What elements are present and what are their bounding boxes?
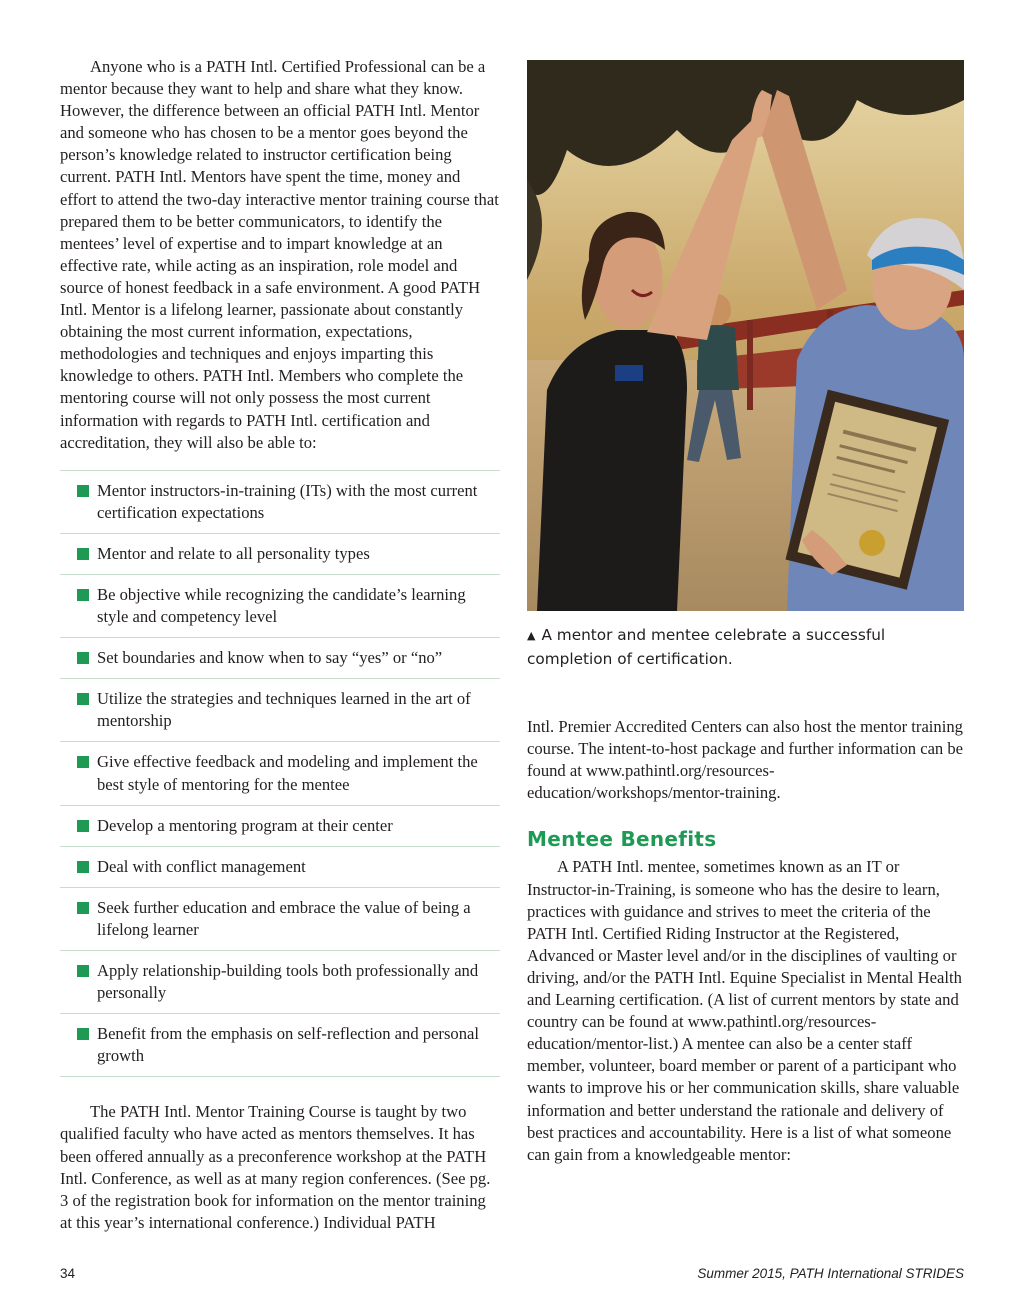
green-square-bullet-icon (77, 756, 89, 768)
green-square-bullet-icon (77, 965, 89, 977)
celebration-photo (527, 60, 964, 611)
list-item (60, 533, 500, 574)
list-item-text: Mentor and relate to all personality types (97, 543, 370, 563)
list-item (60, 1013, 500, 1077)
issue-label: Summer 2015, PATH International STRIDES (697, 1266, 964, 1281)
benefits-list (60, 470, 500, 1078)
list-item-text: Set boundaries and know when to say “yes” or “no” (97, 648, 443, 668)
page-number: 34 (60, 1266, 76, 1281)
list-item-text: Utilize the strategies and techniques learned in the art of mentorship (97, 689, 471, 731)
intro-paragraph: Anyone who is a PATH Intl. Certified Professional can be a mentor because they want to help and share what they know. However, the difference between an official PATH Intl. Mentor and someone who has chosen to be a mentor goes beyond the person’s knowledge related to instructor certification being current. PATH Intl. Mentors have spent the time, money and effort to attend the two-day interactive mentor training course that prepared them to be better communicators, to identify the mentees’ level of expertise and to impart knowledge at an effective rate, while acting as an inspiration, role model and source of honest feedback in a safe environment. A good PATH Intl. Mentor is a lifelong learner, passionate about constantly obtaining the most current information, expectations, methodologies and techniques and enjoys imparting this knowledge to others. PATH Intl. Members who complete the mentoring course will not only possess the most current information with regards to PATH Intl. certification and accreditation, they will also be able to: (60, 57, 499, 452)
caption-triangle-icon: ▲ (527, 629, 536, 642)
green-square-bullet-icon (77, 1028, 89, 1040)
section-heading: Mentee Benefits (527, 827, 717, 852)
right-column (527, 716, 967, 1166)
green-square-bullet-icon (77, 589, 89, 601)
list-item (60, 950, 500, 1013)
list-item (60, 805, 500, 846)
list-item (60, 574, 500, 637)
list-item (60, 470, 500, 533)
green-square-bullet-icon (77, 485, 89, 497)
mentee-paragraph: A PATH Intl. mentee, sometimes known as an IT or Instructor-in-Training, is someone who has the desire to learn, practices with guidance and strives to meet the criteria of the PATH Intl. Certified Riding Instructor at the Registered, Advanced or Master level and/or in the disciplines of vaulting or driving, and/or the PATH Intl. Equine Specialist in Mental Health and Learning certification. (A list of current mentors by state and country can be found at www.pathintl.org/resources-education/mentor-list.) A mentee can also be a center staff member, volunteer, board member or parent of a participant who wants to improve his or her communication skills, share valuable information and better understand the rationale and delivery of best practices and accountability. Here is a list of what someone can gain from a knowledgeable mentor: (527, 857, 962, 1164)
photo-caption (527, 624, 967, 670)
green-square-bullet-icon (77, 548, 89, 560)
list-item (60, 741, 500, 804)
course-paragraph: The PATH Intl. Mentor Training Course is taught by two qualified faculty who have acted as mentors themselves. It has been offered annually as a preconference workshop at the PATH Intl. Conference, as well as at many region conferences. (See pg. 3 of the registration book for information on the mentor training at this year’s international conference.) Individual PATH (60, 1102, 491, 1232)
green-square-bullet-icon (77, 902, 89, 914)
list-item-text: Develop a mentoring program at their center (97, 815, 393, 835)
list-item (60, 678, 500, 741)
list-item (60, 846, 500, 887)
green-square-bullet-icon (77, 820, 89, 832)
list-item (60, 637, 500, 678)
list-item-text: Seek further education and embrace the value of being a lifelong learner (97, 897, 471, 939)
left-column (60, 56, 500, 1234)
caption-text: A mentor and mentee celebrate a successful completion of certification. (527, 626, 886, 668)
list-item-text: Give effective feedback and modeling and implement the best style of mentoring for the mentee (97, 752, 478, 794)
green-square-bullet-icon (77, 652, 89, 664)
continued-paragraph: Intl. Premier Accredited Centers can also host the mentor training course. The intent-to-host package and further information can be found at www.pathintl.org/resources-education/workshops/mentor-training. (527, 717, 964, 803)
list-item (60, 887, 500, 950)
list-item-text: Benefit from the emphasis on self-reflection and personal growth (97, 1024, 479, 1066)
list-item-text: Mentor instructors-in-training (ITs) with the most current certification expectations (97, 480, 478, 522)
green-square-bullet-icon (77, 861, 89, 873)
list-item-text: Be objective while recognizing the candidate’s learning style and competency level (97, 584, 466, 627)
list-item-text: Apply relationship-building tools both professionally and personally (97, 961, 479, 1003)
photo-illustration (527, 60, 964, 611)
list-item-text: Deal with conflict management (97, 856, 306, 876)
green-square-bullet-icon (77, 693, 89, 705)
